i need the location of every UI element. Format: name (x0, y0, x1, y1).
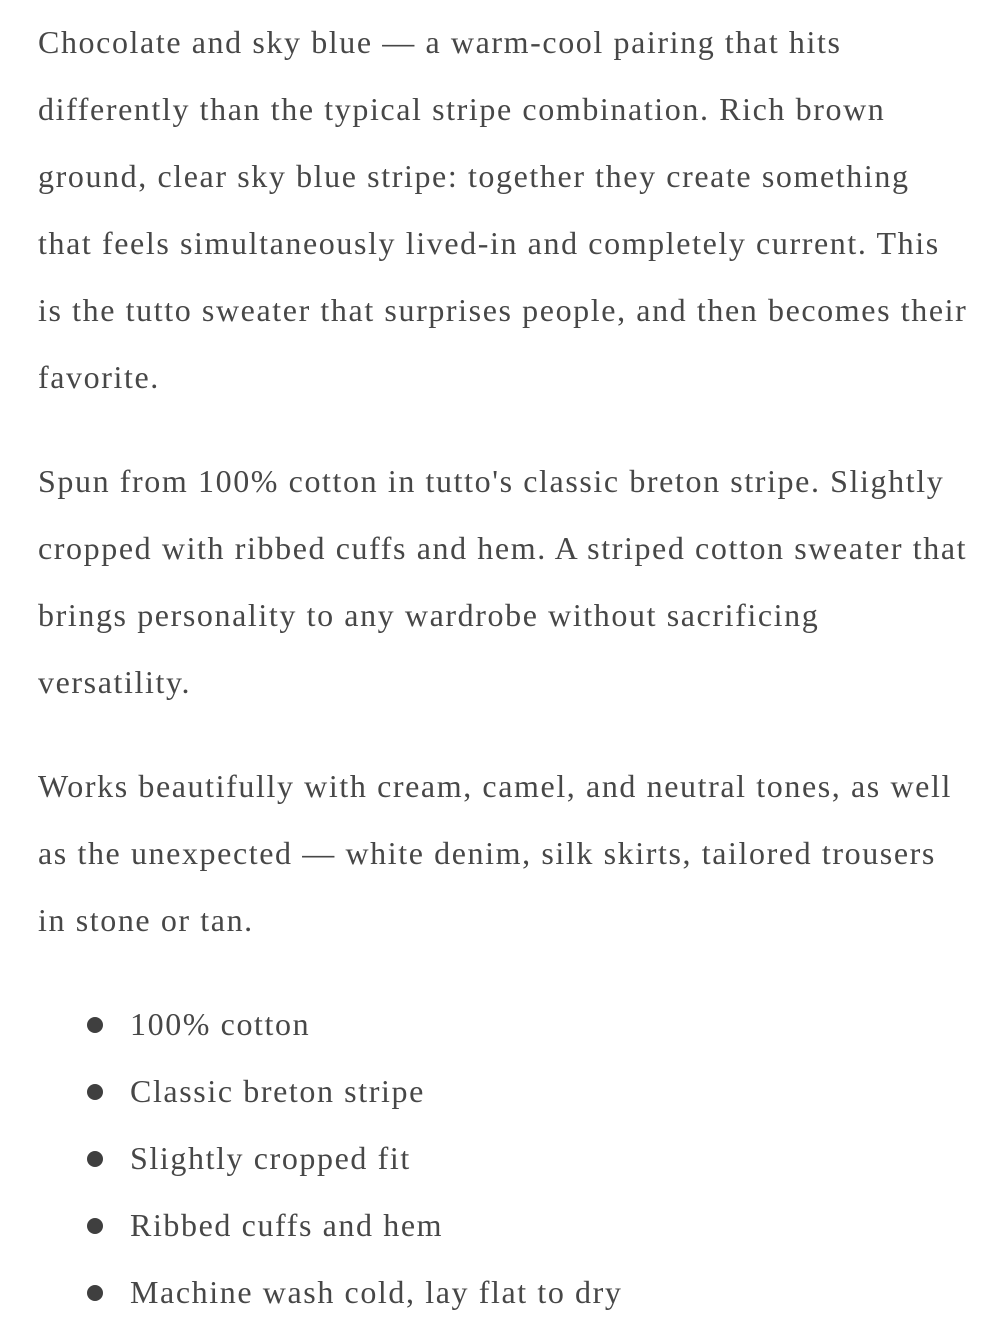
product-description (38, 9, 968, 1326)
feature-label: Machine wash cold, lay flat to dry (130, 1274, 623, 1310)
feature-label: Ribbed cuffs and hem (130, 1207, 444, 1243)
feature-list-item (38, 991, 968, 1058)
feature-list-item (38, 1259, 968, 1326)
feature-list-item (38, 1058, 968, 1125)
bullet-icon (87, 1285, 103, 1301)
feature-list (38, 991, 968, 1326)
bullet-icon (87, 1151, 103, 1167)
description-paragraph: Works beautifully with cream, camel, and neutral tones, as well as the unexpected — white denim, silk skirts, tailored trousers in stone or tan. (38, 768, 952, 938)
feature-label: Slightly cropped fit (130, 1140, 411, 1176)
bullet-icon (87, 1017, 103, 1033)
feature-list-item (38, 1192, 968, 1259)
description-paragraph: Spun from 100% cotton in tutto's classic breton stripe. Slightly cropped with ribbed cuffs and hem. A striped cotton sweater that brings personality to any wardrobe without sacrificing versatility. (38, 463, 968, 700)
feature-label: Classic breton stripe (130, 1073, 425, 1109)
feature-list-item (38, 1125, 968, 1192)
feature-label: 100% cotton (130, 1006, 311, 1042)
bullet-icon (87, 1084, 103, 1100)
description-paragraph: Chocolate and sky blue — a warm-cool pairing that hits differently than the typical stripe combination. Rich brown ground, clear sky blue stripe: together they create something that feels simultaneously lived-in and completely current. This is the tutto sweater that surprises people, and then becomes their favorite. (38, 24, 968, 395)
bullet-icon (87, 1218, 103, 1234)
